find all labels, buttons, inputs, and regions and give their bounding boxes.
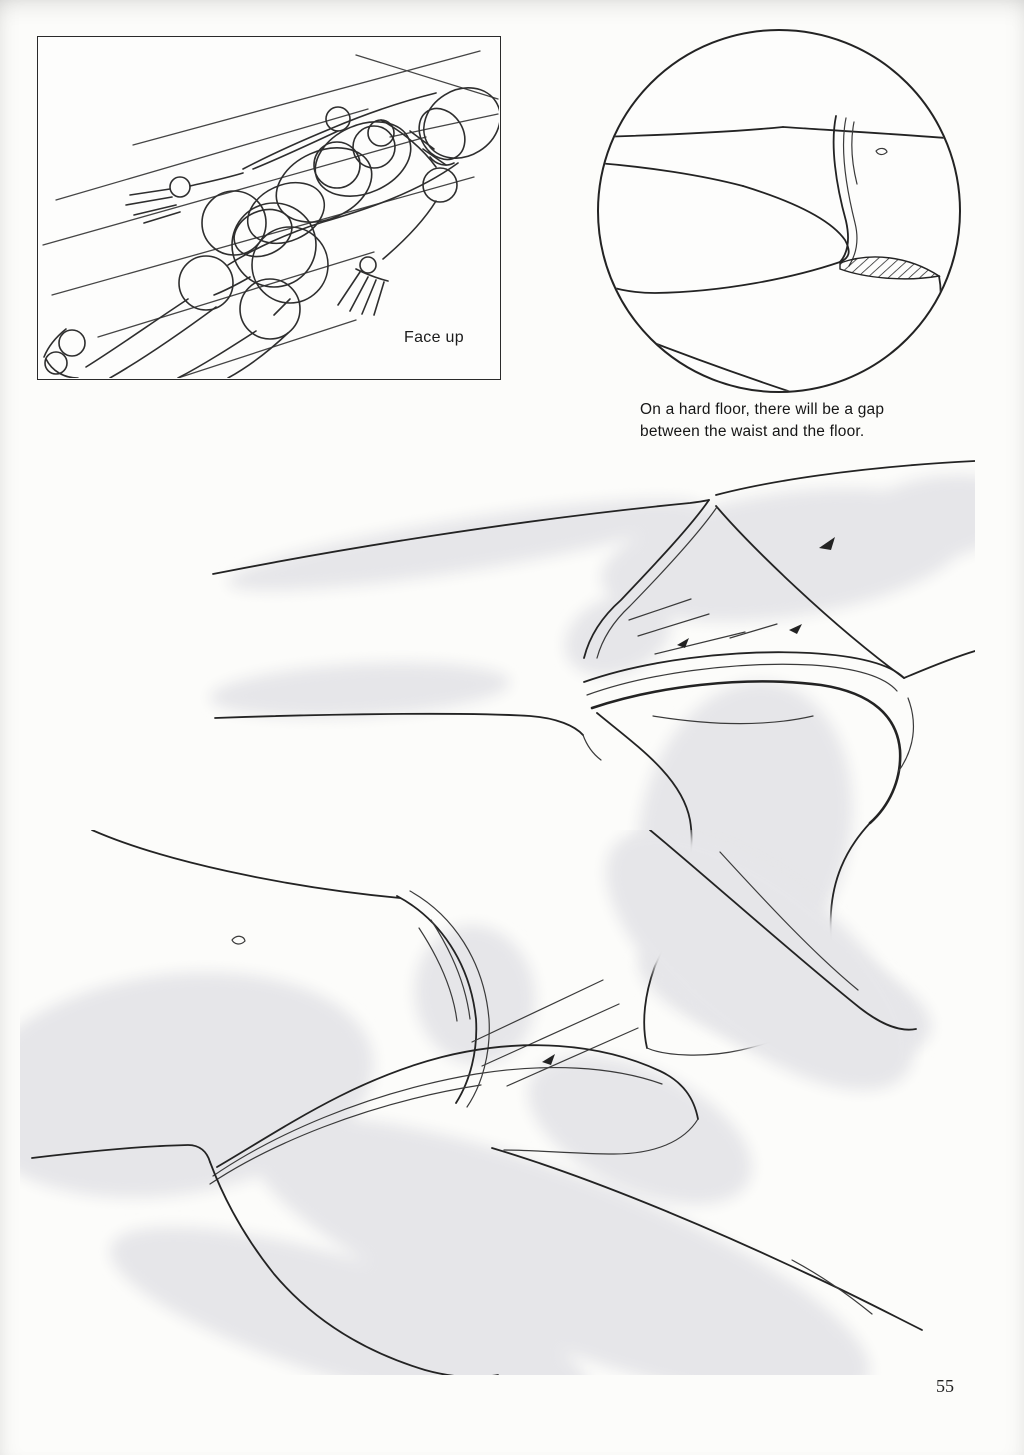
page-number: 55: [936, 1376, 954, 1396]
halftone-shading: [20, 830, 924, 1375]
inset-caption: [640, 399, 884, 443]
inset-caption-line-1: On a hard floor, there will be a gap: [640, 401, 885, 418]
detail-inset: [593, 25, 965, 397]
figure-study-lower-drawing: [20, 830, 924, 1375]
construction-sketch-drawing: [38, 37, 499, 378]
construction-sketch-panel: [37, 36, 501, 380]
gap-detail-drawing: [593, 25, 965, 397]
face-up-label: Face up: [404, 329, 464, 346]
inset-caption-line-2: between the waist and the floor.: [640, 423, 865, 440]
